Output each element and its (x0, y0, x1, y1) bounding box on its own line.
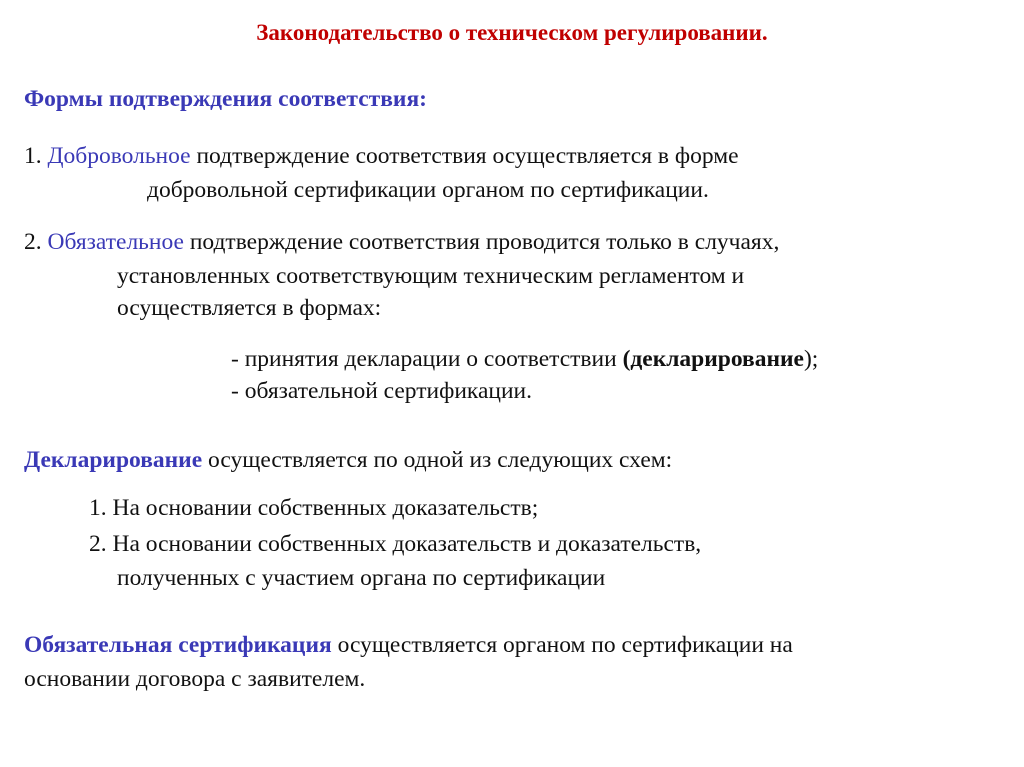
item2-line3: осуществляется в формах: (117, 295, 382, 321)
declaration-line (24, 445, 672, 475)
item1-number: 1. (24, 143, 48, 169)
item1-line1 (24, 141, 739, 171)
form1-declaration-term: декларирование (630, 346, 804, 372)
item2-term: Обязательное (47, 229, 184, 255)
scheme2-line2: полученных с участием органа по сертификации (117, 565, 606, 591)
certification-term: Обязательная сертификация (24, 632, 332, 658)
item2-number: 2. (24, 229, 48, 255)
item1-line2: добровольной сертификации органом по сертификации. (147, 177, 709, 203)
form1-prefix: - принятия декларации о соответствии (231, 346, 623, 372)
item2-rest: подтверждение соответствия проводится только в случаях, (183, 229, 780, 255)
scheme1: 1. На основании собственных доказательств; (89, 495, 539, 521)
form1-paren-open: ( (622, 346, 631, 372)
forms-heading: Формы подтверждения соответствия: (24, 86, 427, 112)
declaration-rest: осуществляется по одной из следующих схем: (202, 447, 673, 473)
certification-rest: осуществляется органом по сертификации на (331, 632, 793, 658)
slide-title: Законодательство о техническом регулировании. (256, 20, 768, 45)
item2-line2: установленных соответствующим техническим регламентом и (117, 263, 745, 289)
certification-line1 (24, 630, 793, 660)
declaration-term: Декларирование (24, 447, 203, 473)
item1-term: Добровольное (47, 143, 191, 169)
item1-rest: подтверждение соответствия осуществляется в форме (190, 143, 739, 169)
item2-line1 (24, 227, 779, 257)
form1-paren-close: ); (803, 346, 819, 372)
item2-form2: - обязательной сертификации. (231, 378, 532, 404)
scheme2-line1: 2. На основании собственных доказательств и доказательств, (89, 531, 702, 557)
certification-line2: основании договора с заявителем. (24, 666, 366, 692)
item2-form1 (231, 344, 818, 374)
